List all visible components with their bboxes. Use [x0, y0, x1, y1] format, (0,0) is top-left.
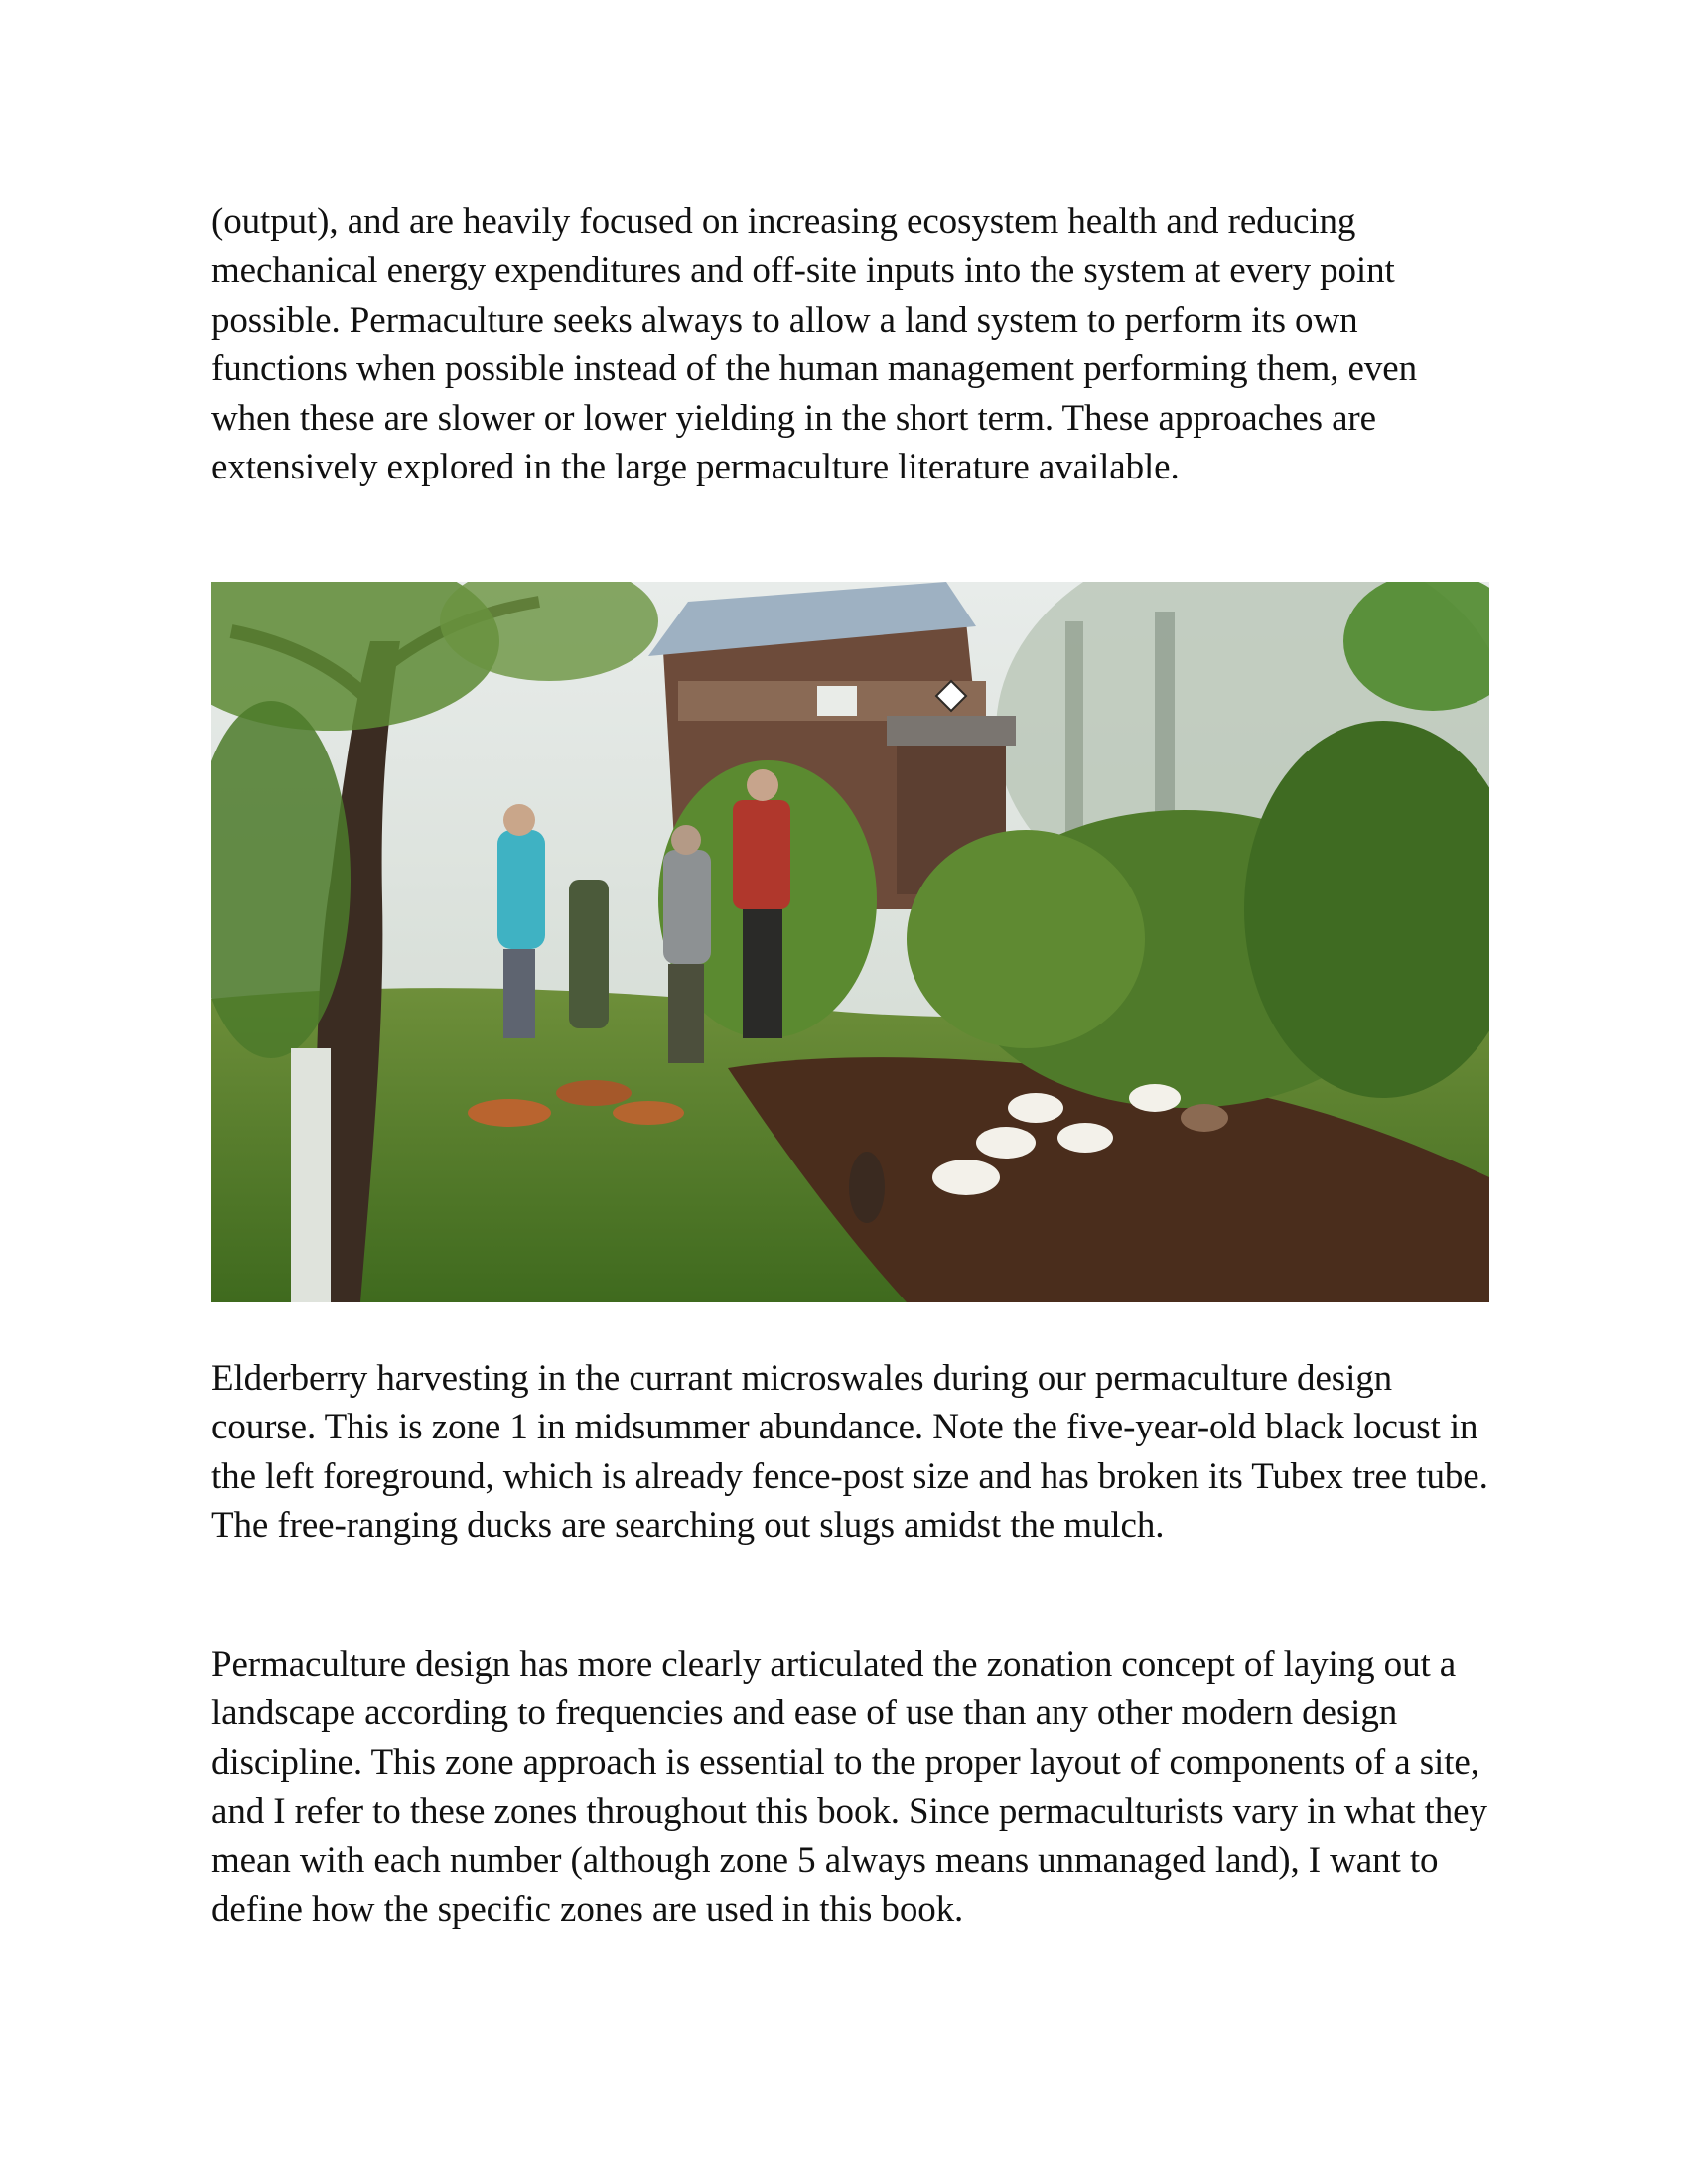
body-paragraph-zonation: Permaculture design has more clearly articulated the zonation concept of laying out a landscape according to frequencies and ease of use than any other modern design discipline. This zone approach is essential to the proper layout of components of a site, and I refer to these zones throughout this book. Since permaculturists vary in what they mean with each number (although zone 5 always means unmanaged land), I want to define how the specific zones are used in this book.: [211, 1644, 1487, 1931]
garden-photo: [211, 582, 1489, 1302]
photo-caption: Elderberry harvesting in the currant microswales during our permaculture design course. This is zone 1 in midsummer abundance. Note the five-year-old black locust in the left foreground, which is already fence-post size and has broken its Tubex tree tube. The free-ranging ducks are searching out slugs amidst the mulch.: [211, 1358, 1488, 1547]
body-paragraph-intro: (output), and are heavily focused on increasing ecosystem health and reducing mechanical energy expenditures and off-site inputs into the system at every point possible. Permaculture seeks always to allow a land system to perform its own functions when possible instead of the human management performing them, even when these are slower or lower yielding in the short term. These approaches are extensively explored in the large permaculture literature available.: [211, 202, 1418, 488]
